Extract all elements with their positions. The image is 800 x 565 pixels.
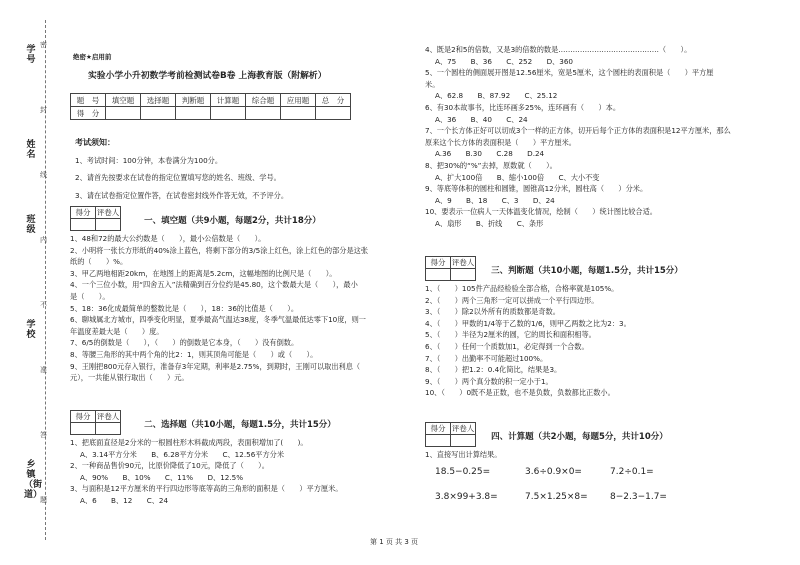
grader-score-cell[interactable] bbox=[426, 269, 451, 281]
grader-reviewer-label: 评卷人 bbox=[451, 258, 475, 267]
grader-score-label: 得分 bbox=[71, 207, 96, 219]
option-line: A、扇形 B、折线 C、条形 bbox=[435, 218, 544, 228]
score-header-cell: 总 分 bbox=[316, 94, 351, 107]
question-line: 4、一个三位小数，用“四舍五入”法精确到百分位约是45.80，这个数最大是（ ），最小 bbox=[70, 280, 358, 290]
grader-reviewer-label: 评卷人 bbox=[451, 424, 475, 433]
question-line: 10、要表示一位病人一天体温变化情况，绘制（ ）统计图比较合适。 bbox=[425, 207, 657, 217]
question-line: 1、48和72的最大公约数是（ ），最小公倍数是（ ）。 bbox=[70, 234, 266, 243]
score-header-cell: 应用题 bbox=[281, 94, 316, 107]
school-label: 学校 bbox=[26, 320, 36, 340]
calc-item: 3.6÷0.9×0= bbox=[525, 466, 582, 477]
question-line: 7、6/5的倒数是（ ），（ ）的倒数是它本身，（ ）没有倒数。 bbox=[70, 338, 299, 348]
question-line: 1、（ ）105件产品经检验全部合格，合格率就是105%。 bbox=[425, 284, 619, 293]
question-line: 纸的（ ）%。 bbox=[70, 257, 128, 267]
seal-mark: 不 bbox=[40, 301, 47, 309]
calc-item: 7.5×1.25×8= bbox=[525, 491, 588, 502]
secret-label: 绝密★启用前 bbox=[73, 53, 112, 61]
name-label: 姓名 bbox=[26, 140, 36, 160]
grader-reviewer-cell[interactable] bbox=[96, 423, 121, 435]
grader-score-cell[interactable] bbox=[426, 435, 451, 447]
notice-item: 3、请在试卷指定位置作答，在试卷密封线外作答无效，不予评分。 bbox=[75, 190, 289, 200]
question-line: 年温度差最大是（ ）度。 bbox=[70, 326, 164, 336]
grader-score-cell[interactable] bbox=[71, 219, 96, 231]
student-id-label: 学号 bbox=[26, 45, 36, 65]
question-line: 8、把30%的“%”去掉，原数就（ ）。 bbox=[425, 160, 557, 170]
grader-reviewer-label: 评卷人 bbox=[96, 412, 120, 421]
notice-item: 1、考试时间：100分钟，本卷满分为100分。 bbox=[75, 155, 223, 165]
seal-mark: 封 bbox=[40, 106, 47, 114]
town-label: 乡镇（街道） bbox=[24, 460, 43, 500]
section-title: 三、判断题（共10小题，每题1.5分，共计15分） bbox=[491, 266, 683, 276]
question-line: 5、一个圆柱的侧面展开图是12.56厘米，宽是5厘米，这个圆柱的表面积是（ ）平方厘 bbox=[425, 68, 714, 78]
option-line: A、75 B、36 C、252 D、360 bbox=[435, 56, 574, 66]
score-cell[interactable] bbox=[316, 107, 351, 120]
question-line: 8、（ ）把1.2：0.4化简比，结果是3。 bbox=[425, 365, 562, 375]
calc-item: 3.8×99+3.8= bbox=[435, 491, 498, 502]
question-line: 2、（ ）两个三角形一定可以拼成一个平行四边形。 bbox=[425, 295, 599, 305]
seal-mark: 准 bbox=[40, 366, 47, 374]
grader-reviewer-cell[interactable] bbox=[96, 219, 121, 231]
score-row-label: 得 分 bbox=[71, 107, 106, 120]
question-line: 原来这个长方体的表面积是（ ）平方厘米。 bbox=[425, 137, 576, 147]
grader-box bbox=[425, 256, 476, 281]
seal-mark: 密 bbox=[40, 41, 47, 49]
grader-score-label: 得分 bbox=[426, 257, 451, 269]
question-line: 1、把底面直径是2分米的一根圆柱形木料截成两段，表面积增加了( )。 bbox=[70, 438, 308, 447]
page-footer: 第 1 页 共 3 页 bbox=[370, 538, 419, 546]
grader-score-label: 得分 bbox=[71, 411, 96, 423]
notice-item: 2、请首先按要求在试卷的指定位置填写您的姓名、班级、学号。 bbox=[75, 173, 281, 183]
question-line: 6、（ ）任何一个质数加1，必定得到一个合数。 bbox=[425, 341, 589, 351]
question-line: 10、（ ）0既不是正数，也不是负数，负数都比正数小。 bbox=[425, 388, 615, 398]
question-line: 3、（ ）除2以外所有的质数都是奇数。 bbox=[425, 307, 560, 317]
question-line: 2、小明将一张长方形纸的40%涂上蓝色，将剩下部分的3/5涂上红色，涂上红色的部分是这张 bbox=[70, 245, 369, 255]
question-line: 1、直接写出计算结果。 bbox=[425, 450, 502, 459]
question-line: 米。 bbox=[425, 79, 440, 89]
section-multiple-choice bbox=[70, 410, 405, 507]
calc-row bbox=[425, 492, 770, 502]
score-header-cell: 填空题 bbox=[106, 94, 141, 107]
grader-score-label: 得分 bbox=[426, 423, 451, 435]
option-line: A、6 B、12 C、24 bbox=[80, 495, 169, 505]
question-line: 元），一共能从银行取出（ ）元。 bbox=[70, 373, 189, 383]
score-header-cell: 题 号 bbox=[71, 94, 106, 107]
seal-mark: 题 bbox=[40, 496, 47, 504]
seal-mark: 线 bbox=[40, 171, 47, 179]
section-true-false bbox=[425, 256, 770, 399]
option-line: A、90% B、10% C、11% D、12.5% bbox=[80, 472, 244, 482]
score-cell[interactable] bbox=[176, 107, 211, 120]
score-cell[interactable] bbox=[141, 107, 176, 120]
section-title: 二、选择题（共10小题，每题1.5分，共计15分） bbox=[144, 420, 336, 430]
seal-line bbox=[45, 20, 46, 540]
option-line: A、36 B、40 C、24 bbox=[435, 114, 528, 124]
score-table bbox=[70, 93, 351, 120]
score-cell[interactable] bbox=[106, 107, 141, 120]
question-line: 3、与面积是12平方厘米的平行四边形等底等高的三角形的面积是（ ）平方厘米。 bbox=[70, 484, 343, 494]
question-line: 2、一种商品售价90元，比原价降低了10元，降低了（ ）。 bbox=[70, 461, 269, 471]
score-header-cell: 综合题 bbox=[246, 94, 281, 107]
notice-title: 考试须知： bbox=[75, 138, 115, 147]
question-line: 5、（ ）半径为2厘米的圆，它的周长和面积相等。 bbox=[425, 330, 596, 340]
exam-title: 实验小学小升初数学考前检测试卷B卷 上海教育版（附解析） bbox=[88, 71, 327, 81]
question-line: 7、（ ）出勤率不可能超过100%。 bbox=[425, 353, 548, 363]
notice bbox=[75, 137, 405, 201]
grader-reviewer-label: 评卷人 bbox=[96, 208, 120, 217]
binding-strip bbox=[0, 0, 58, 565]
calc-item: 8−2.3−1.7= bbox=[610, 491, 667, 502]
question-line: 9、等底等体积的圆柱和圆锥，圆锥高12分米，圆柱高（ ）分米。 bbox=[425, 184, 648, 194]
calc-row bbox=[425, 467, 770, 477]
question-line: 7、一个长方体正好可以切成3个一样的正方体，切开后每个正方体的表面积是12平方厘米，那么 bbox=[425, 126, 731, 136]
grader-reviewer-cell[interactable] bbox=[451, 435, 476, 447]
option-line: A、3.14平方分米 B、6.28平方分米 C、12.56平方分米 bbox=[80, 449, 285, 459]
calc-item: 7.2÷0.1= bbox=[610, 466, 654, 477]
question-line: 3、甲乙两地相距20km，在地图上的距离是5.2cm，这幅地图的比例尺是（ ）。 bbox=[70, 268, 337, 278]
question-line: 6、聊城属北方城市，四季变化明显，夏季最高气温达38度，冬季气温最低达零下10度，则一 bbox=[70, 315, 366, 325]
option-line: A.36 B.30 C.28 D.24 bbox=[435, 149, 545, 159]
question-line: 9、（ ）两个真分数的积一定小于1。 bbox=[425, 376, 553, 386]
grader-reviewer-cell[interactable] bbox=[451, 269, 476, 281]
score-cell[interactable] bbox=[211, 107, 246, 120]
option-line: A、62.8 B、87.92 C、25.12 bbox=[435, 91, 558, 101]
question-line: 6、有30本故事书，比连环画多25%，连环画有（ ）本。 bbox=[425, 102, 621, 112]
question-line: 4、（ ）甲数的1/4等于乙数的1/6，则甲乙两数之比为2：3。 bbox=[425, 318, 631, 328]
grader-box bbox=[70, 410, 121, 435]
score-header-cell: 计算题 bbox=[211, 94, 246, 107]
question-line: 8、等腰三角形的其中两个角的比2：1，则其顶角可能是（ ）或（ ）。 bbox=[70, 349, 318, 359]
section-fill-blank bbox=[70, 206, 405, 384]
question-line: 9、王刚把800元存入银行，准备存3年定期，利率是2.75%，到期时，王刚可以取出利息（ bbox=[70, 361, 361, 371]
question-line: 5、18：36化成最简单的整数比是（ ），18：36的比值是（ ）。 bbox=[70, 303, 299, 313]
option-line: A、扩大100倍 B、缩小100倍 C、大小不变 bbox=[435, 172, 600, 182]
grader-box bbox=[70, 206, 121, 231]
grader-score-cell[interactable] bbox=[71, 423, 96, 435]
section-calculation bbox=[425, 422, 770, 502]
question-line: 4、既是2和5的倍数，又是3的倍数的数是……………………………………（ ）。 bbox=[425, 45, 692, 54]
seal-mark: 内 bbox=[40, 236, 47, 244]
grader-box bbox=[425, 422, 476, 447]
class-label: 班级 bbox=[26, 215, 36, 235]
option-line: A、9 B、18 C、3 D、24 bbox=[435, 195, 555, 205]
score-header-cell: 选择题 bbox=[141, 94, 176, 107]
score-cell[interactable] bbox=[246, 107, 281, 120]
question-line: 是（ ）。 bbox=[70, 291, 110, 301]
score-header-cell: 判断题 bbox=[176, 94, 211, 107]
seal-mark: 答 bbox=[40, 431, 47, 439]
section-title: 一、填空题（共9小题，每题2分，共计18分） bbox=[144, 216, 321, 226]
score-cell[interactable] bbox=[281, 107, 316, 120]
section-multiple-choice-continued bbox=[425, 44, 770, 230]
section-title: 四、计算题（共2小题，每题5分，共计10分） bbox=[491, 432, 668, 442]
calc-item: 18.5−0.25= bbox=[435, 466, 491, 477]
